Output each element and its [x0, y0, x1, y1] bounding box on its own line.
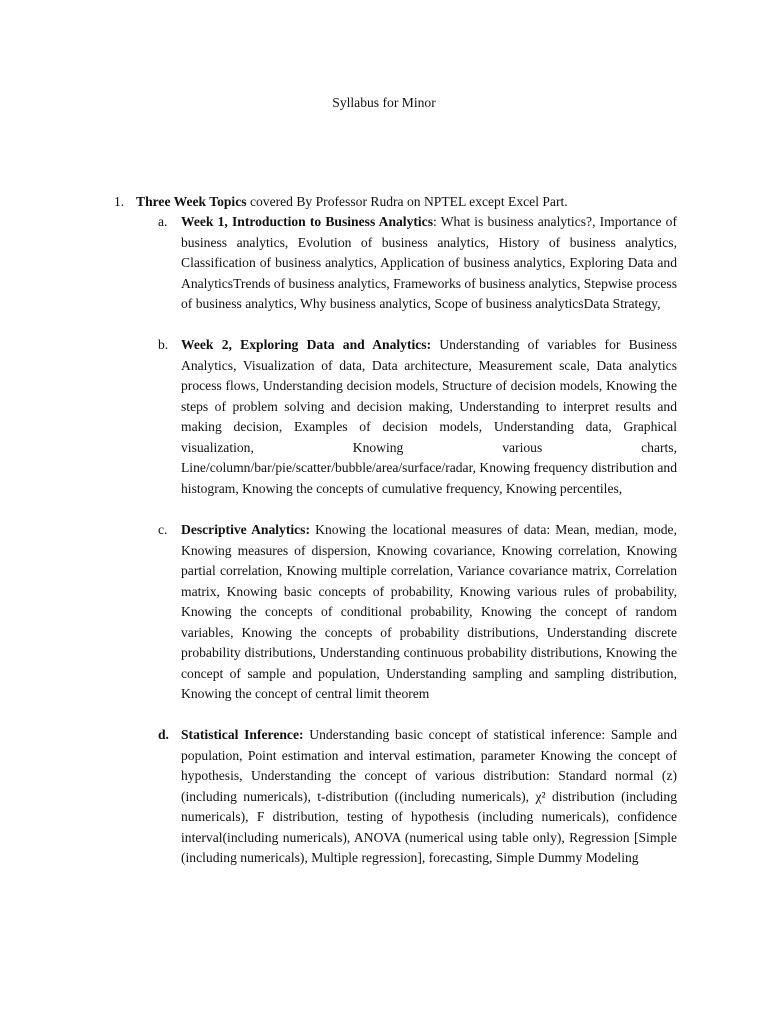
- document-title: Syllabus for Minor: [332, 95, 436, 110]
- sub-item-body: Understanding basic concept of statistical inference: Sample and population, Point estimation and interval estimation, parameter Knowing the concept of hypothesis, Understanding the concept of various distribution: Standard normal (z) (including numericals), t-distribution ((including numericals), χ² distribution (including numericals), F distribution, testing of hypothesis (including numericals), confidence interval(including numericals), ANOVA (numerical using table only), Regression [Simple (including numericals), Multiple regression], forecasting, Simple Dummy Modeling: [181, 727, 677, 865]
- sub-item-letter: d.: [158, 727, 169, 742]
- list-item-heading: Three Week Topics: [136, 194, 247, 209]
- sub-item-a: [158, 212, 677, 315]
- list-item-text: [136, 192, 568, 212]
- sub-item-heading: Statistical Inference:: [181, 727, 304, 742]
- list-item-number: 1.: [114, 194, 125, 209]
- sub-item-heading: Week 1, Introduction to Business Analytics: [181, 214, 434, 229]
- sub-item-heading: Descriptive Analytics:: [181, 522, 310, 537]
- sub-item-body: : What is business analytics?, Importance of business analytics, Evolution of business analytics, History of business analytics, Classification of business analytics, Application of business analytics, Exploring Data and AnalyticsTrends of business analytics, Frameworks of business analytics, Stepwise process of business analytics, Why business analytics, Scope of business analyticsData Strategy,: [181, 214, 677, 311]
- sub-item-heading: Week 2, Exploring Data and Analytics:: [181, 337, 432, 352]
- sub-item-letter: a.: [158, 214, 168, 229]
- sub-item-c: [158, 520, 677, 705]
- list-item-body: covered By Professor Rudra on NPTEL except Excel Part.: [246, 194, 568, 209]
- sub-item-letter: c.: [158, 522, 168, 537]
- sub-item-d: [158, 725, 677, 869]
- sub-item-letter: b.: [158, 337, 169, 352]
- sub-item-body: Understanding of variables for Business Analytics, Visualization of data, Data architecture, Measurement scale, Data analytics process flows, Understanding decision models, Structure of decision models, Knowing the steps of problem solving and decision making, Understanding to interpret results and making decision, Examples of decision models, Understanding data, Graphical visualization, Knowing various charts, Line/column/bar/pie/scatter/bubble/area/surface/radar, Knowing frequency distribution and histogram, Knowing the concepts of cumulative frequency, Knowing percentiles,: [181, 337, 677, 496]
- sub-item-b: [158, 335, 677, 499]
- sub-item-body: Knowing the locational measures of data: Mean, median, mode, Knowing measures of dispersion, Knowing covariance, Knowing correlation, Knowing partial correlation, Knowing multiple correlation, Variance covariance matrix, Correlation matrix, Knowing basic concepts of probability, Knowing various rules of probability, Knowing the concepts of conditional probability, Knowing the concept of random variables, Knowing the concepts of probability distributions, Understanding discrete probability distributions, Understanding continuous probability distributions, Knowing the concept of sample and population, Understanding sampling and sampling distribution, Knowing the concept of central limit theorem: [181, 522, 677, 701]
